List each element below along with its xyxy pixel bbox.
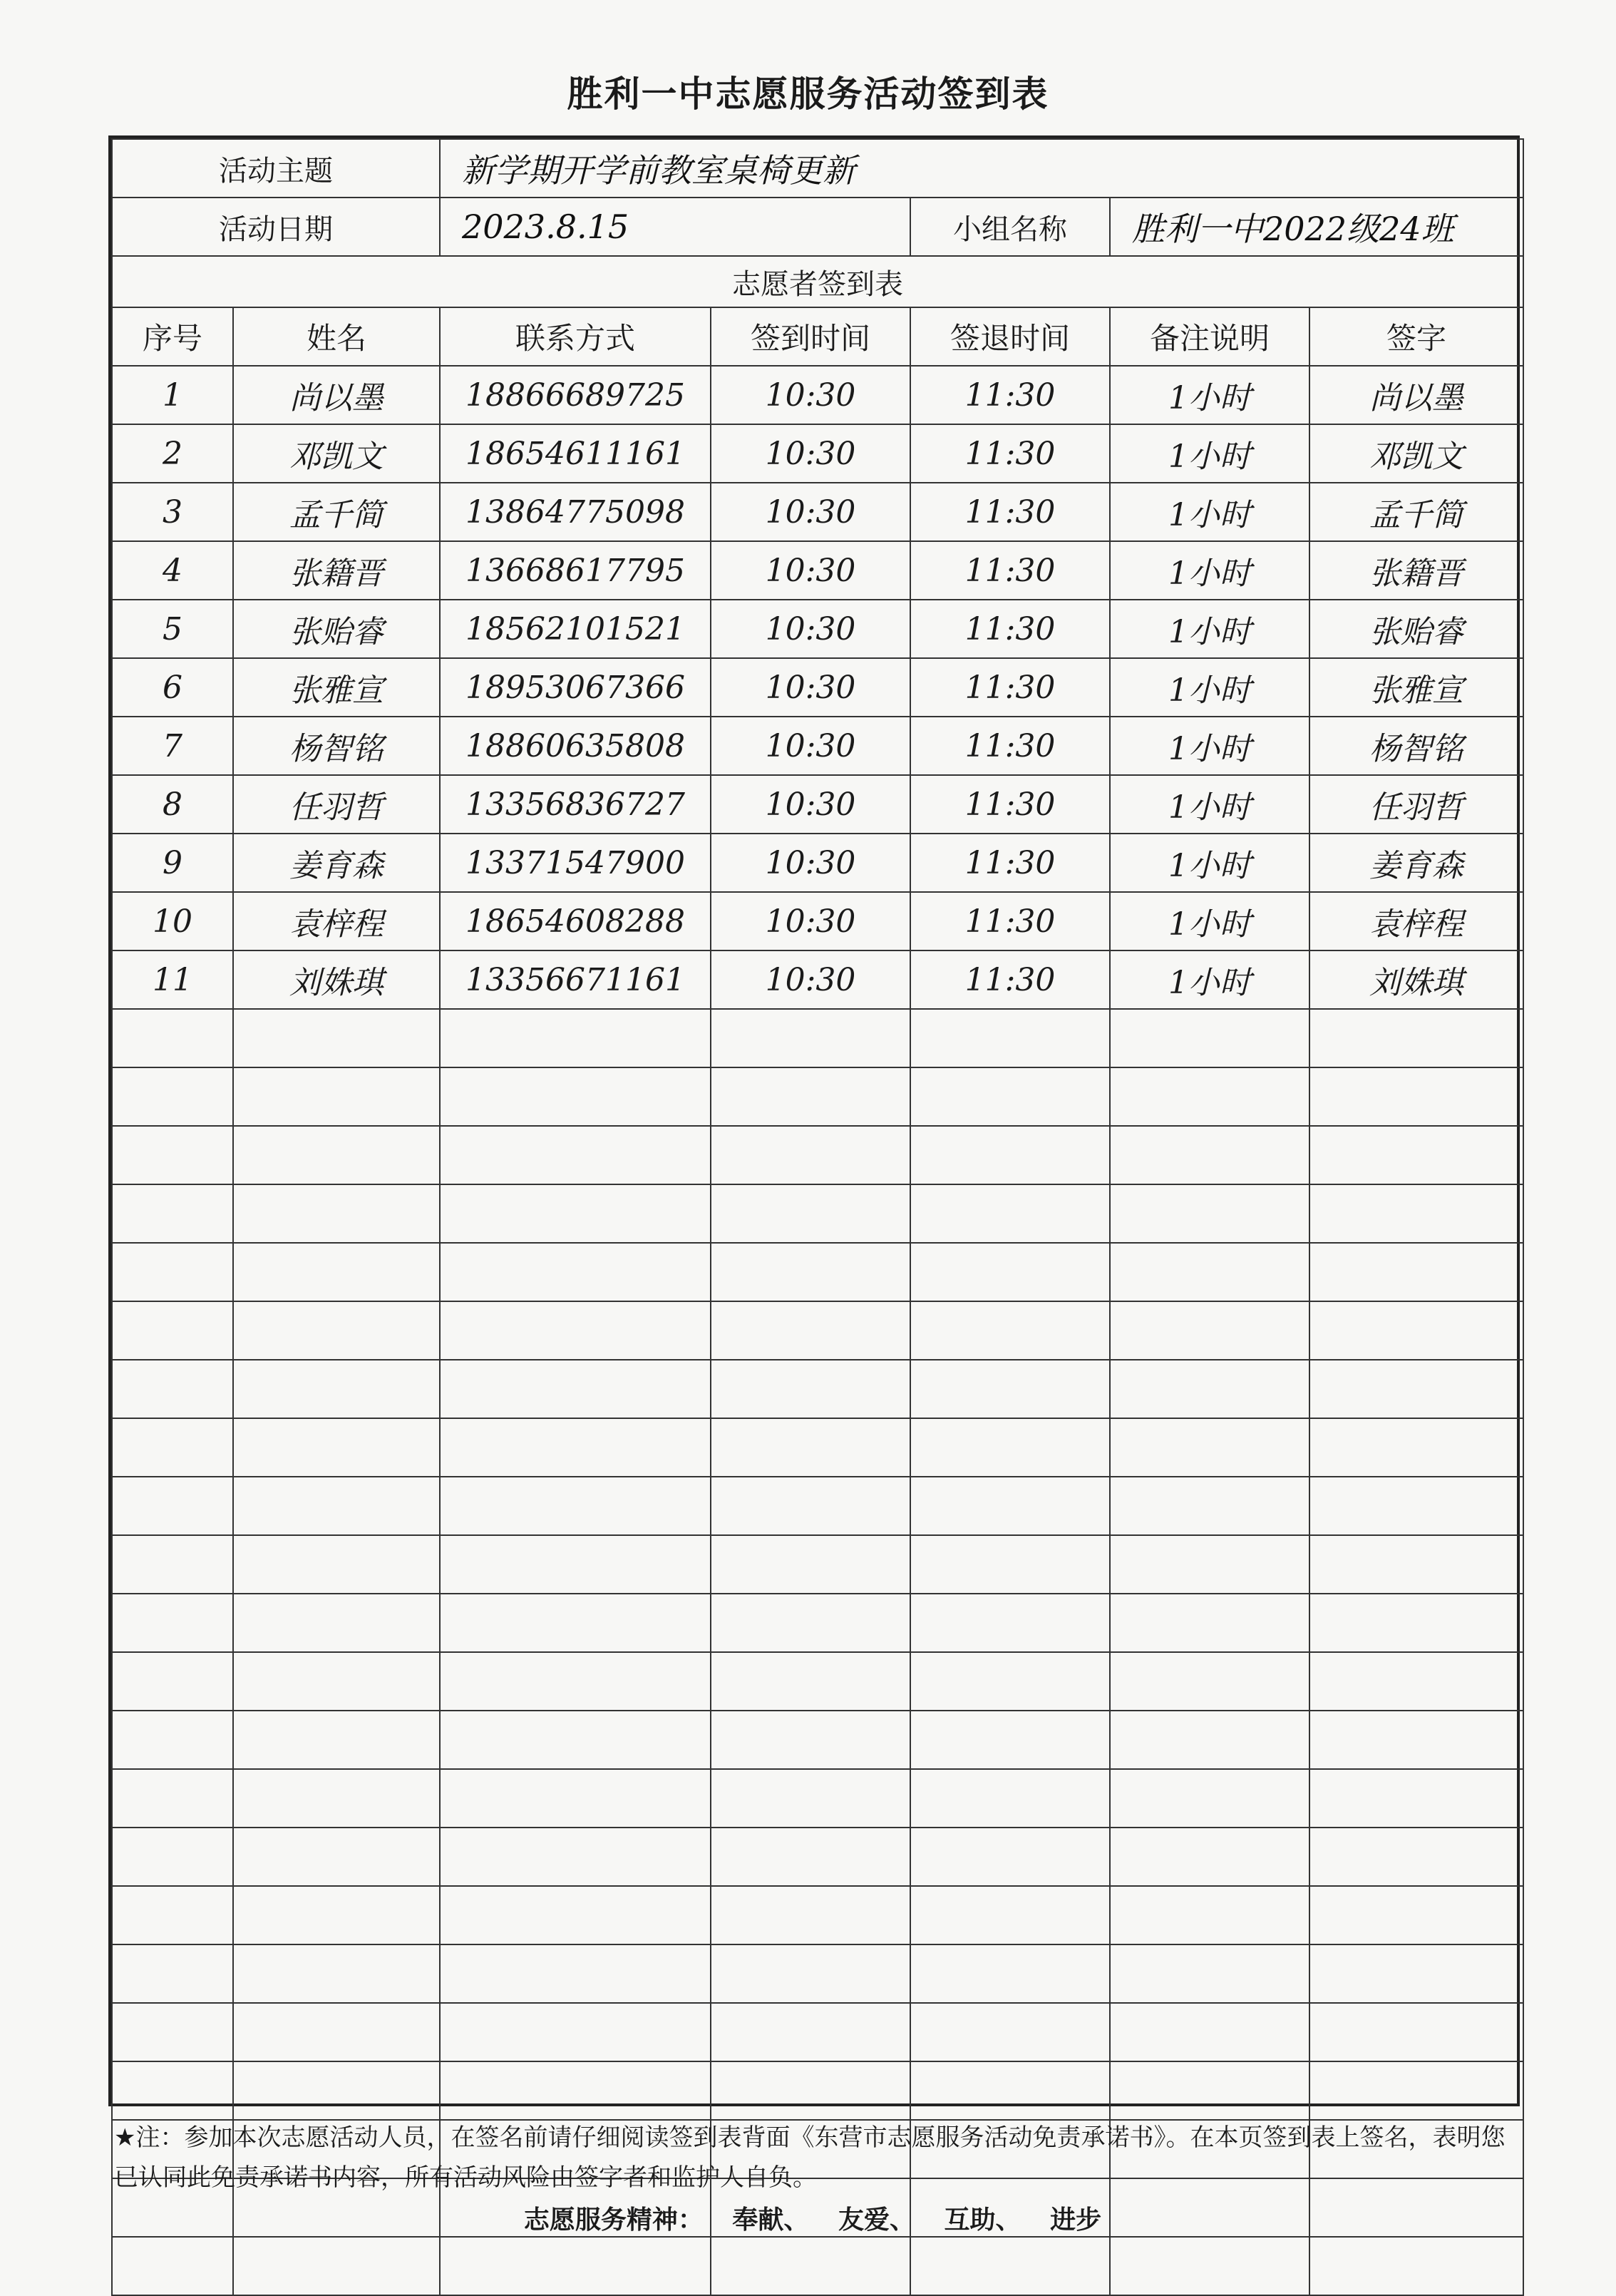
footer xyxy=(114,2118,1511,2240)
empty-cell xyxy=(1309,1711,1523,1769)
cell-name: 孟千简 xyxy=(233,483,440,541)
empty-cell xyxy=(112,1184,233,1243)
cell-name: 张雅宣 xyxy=(233,658,440,717)
empty-cell xyxy=(1309,1301,1523,1360)
empty-cell xyxy=(440,1301,711,1360)
cell-no: 4 xyxy=(112,541,233,600)
empty-cell xyxy=(1309,1418,1523,1477)
cell-checkout: 11:30 xyxy=(910,892,1110,950)
theme-row xyxy=(112,139,1523,198)
cell-note: 1小时 xyxy=(1110,366,1309,424)
cell-sign: 姜育森 xyxy=(1309,834,1523,892)
table-row xyxy=(112,600,1523,658)
empty-row xyxy=(112,1477,1523,1535)
empty-cell xyxy=(112,1243,233,1301)
empty-cell xyxy=(112,1886,233,1944)
empty-cell xyxy=(910,1535,1110,1594)
cell-name: 尚以墨 xyxy=(233,366,440,424)
empty-cell xyxy=(112,1944,233,2003)
cell-checkout: 11:30 xyxy=(910,950,1110,1009)
empty-cell xyxy=(1309,2237,1523,2295)
cell-no: 11 xyxy=(112,950,233,1009)
empty-cell xyxy=(711,1009,910,1067)
empty-cell xyxy=(1309,1067,1523,1126)
empty-cell xyxy=(1309,1184,1523,1243)
cell-phone: 13668617795 xyxy=(440,541,711,600)
empty-row xyxy=(112,2003,1523,2061)
empty-cell xyxy=(233,1360,440,1418)
cell-name: 姜育森 xyxy=(233,834,440,892)
empty-cell xyxy=(1110,1711,1309,1769)
empty-row xyxy=(112,1243,1523,1301)
empty-cell xyxy=(711,1535,910,1594)
empty-cell xyxy=(1309,2061,1523,2120)
cell-name: 张贻睿 xyxy=(233,600,440,658)
empty-cell xyxy=(112,1301,233,1360)
cell-name: 刘姝琪 xyxy=(233,950,440,1009)
empty-cell xyxy=(1110,1126,1309,1184)
empty-cell xyxy=(112,1535,233,1594)
cell-note: 1小时 xyxy=(1110,717,1309,775)
empty-row xyxy=(112,1886,1523,1944)
empty-cell xyxy=(112,1594,233,1652)
empty-cell xyxy=(1309,1009,1523,1067)
empty-cell xyxy=(1110,1477,1309,1535)
spirit-item: 友爱、 xyxy=(838,2205,915,2235)
empty-cell xyxy=(711,2237,910,2295)
table-row xyxy=(112,892,1523,950)
cell-sign: 张雅宣 xyxy=(1309,658,1523,717)
empty-row xyxy=(112,2061,1523,2120)
header-row xyxy=(112,307,1523,366)
empty-cell xyxy=(1110,2061,1309,2120)
empty-cell xyxy=(233,1126,440,1184)
col-header-checkout: 签退时间 xyxy=(910,307,1110,366)
cell-no: 3 xyxy=(112,483,233,541)
empty-cell xyxy=(112,1360,233,1418)
empty-cell xyxy=(711,1067,910,1126)
empty-cell xyxy=(1110,1418,1309,1477)
cell-checkout: 11:30 xyxy=(910,775,1110,834)
empty-row xyxy=(112,1769,1523,1828)
empty-cell xyxy=(1110,1067,1309,1126)
empty-row xyxy=(112,1944,1523,2003)
empty-row xyxy=(112,1711,1523,1769)
empty-cell xyxy=(440,1477,711,1535)
empty-cell xyxy=(711,1769,910,1828)
sign-in-sheet xyxy=(108,135,1520,2106)
empty-cell xyxy=(1309,1769,1523,1828)
empty-cell xyxy=(711,1360,910,1418)
empty-cell xyxy=(112,1067,233,1126)
cell-phone: 18953067366 xyxy=(440,658,711,717)
cell-checkin: 10:30 xyxy=(711,775,910,834)
empty-cell xyxy=(112,1126,233,1184)
empty-cell xyxy=(910,1886,1110,1944)
empty-cell xyxy=(910,1769,1110,1828)
empty-cell xyxy=(233,2061,440,2120)
cell-sign: 刘姝琪 xyxy=(1309,950,1523,1009)
cell-checkout: 11:30 xyxy=(910,717,1110,775)
spirit-item: 进步 xyxy=(1050,2205,1102,2235)
empty-cell xyxy=(112,1828,233,1886)
cell-sign: 张贻睿 xyxy=(1309,600,1523,658)
cell-no: 9 xyxy=(112,834,233,892)
cell-note: 1小时 xyxy=(1110,600,1309,658)
empty-cell xyxy=(233,1477,440,1535)
cell-name: 杨智铭 xyxy=(233,717,440,775)
empty-cell xyxy=(1309,1126,1523,1184)
cell-note: 1小时 xyxy=(1110,892,1309,950)
page-title: 胜利一中志愿服务活动签到表 xyxy=(567,73,1049,115)
cell-checkin: 10:30 xyxy=(711,483,910,541)
cell-phone: 18654611161 xyxy=(440,424,711,483)
empty-cell xyxy=(440,2237,711,2295)
cell-note: 1小时 xyxy=(1110,834,1309,892)
cell-checkout: 11:30 xyxy=(910,541,1110,600)
empty-cell xyxy=(910,1243,1110,1301)
cell-checkin: 10:30 xyxy=(711,834,910,892)
cell-no: 8 xyxy=(112,775,233,834)
cell-note: 1小时 xyxy=(1110,424,1309,483)
empty-row xyxy=(112,2237,1523,2295)
spirit-line xyxy=(114,2200,1511,2240)
cell-checkout: 11:30 xyxy=(910,658,1110,717)
spirit-label: 志愿服务精神： xyxy=(523,2205,704,2235)
cell-name: 邓凯文 xyxy=(233,424,440,483)
empty-cell xyxy=(233,1535,440,1594)
cell-no: 7 xyxy=(112,717,233,775)
col-header-phone: 联系方式 xyxy=(440,307,711,366)
empty-cell xyxy=(910,1944,1110,2003)
cell-no: 6 xyxy=(112,658,233,717)
empty-cell xyxy=(910,1477,1110,1535)
cell-sign: 袁梓程 xyxy=(1309,892,1523,950)
cell-phone: 18562101521 xyxy=(440,600,711,658)
cell-note: 1小时 xyxy=(1110,775,1309,834)
empty-cell xyxy=(1309,1477,1523,1535)
cell-phone: 13356671161 xyxy=(440,950,711,1009)
cell-phone: 18866689725 xyxy=(440,366,711,424)
empty-cell xyxy=(1309,1360,1523,1418)
cell-checkout: 11:30 xyxy=(910,483,1110,541)
cell-sign: 杨智铭 xyxy=(1309,717,1523,775)
empty-cell xyxy=(233,1009,440,1067)
cell-phone: 18860635808 xyxy=(440,717,711,775)
empty-cell xyxy=(112,2237,233,2295)
cell-note: 1小时 xyxy=(1110,541,1309,600)
cell-name: 袁梓程 xyxy=(233,892,440,950)
cell-checkin: 10:30 xyxy=(711,600,910,658)
cell-note: 1小时 xyxy=(1110,950,1309,1009)
empty-cell xyxy=(112,1769,233,1828)
col-header-note: 备注说明 xyxy=(1110,307,1309,366)
group-label: 小组名称 xyxy=(910,198,1110,256)
footer-note: ★注：参加本次志愿活动人员，在签名前请仔细阅读签到表背面《东营市志愿服务活动免责承诺书》。在本页签到表上签名，表明您已认同此免责承诺书内容，所有活动风险由签字者和监护人自负。 xyxy=(114,2123,1506,2192)
table-row xyxy=(112,834,1523,892)
empty-cell xyxy=(233,1184,440,1243)
empty-cell xyxy=(1110,1886,1309,1944)
empty-cell xyxy=(440,1652,711,1711)
table-row xyxy=(112,658,1523,717)
empty-cell xyxy=(440,1009,711,1067)
empty-cell xyxy=(910,1009,1110,1067)
empty-cell xyxy=(1110,2237,1309,2295)
cell-checkin: 10:30 xyxy=(711,892,910,950)
cell-sign: 尚以墨 xyxy=(1309,366,1523,424)
cell-checkout: 11:30 xyxy=(910,366,1110,424)
empty-row xyxy=(112,1828,1523,1886)
cell-checkout: 11:30 xyxy=(910,424,1110,483)
empty-cell xyxy=(440,1360,711,1418)
empty-cell xyxy=(711,2061,910,2120)
empty-cell xyxy=(711,1886,910,1944)
table-row xyxy=(112,775,1523,834)
empty-cell xyxy=(112,1711,233,1769)
empty-cell xyxy=(910,2003,1110,2061)
col-header-sign: 签字 xyxy=(1309,307,1523,366)
empty-cell xyxy=(1110,1828,1309,1886)
table-row xyxy=(112,424,1523,483)
empty-cell xyxy=(910,1360,1110,1418)
empty-cell xyxy=(233,1652,440,1711)
empty-cell xyxy=(711,1944,910,2003)
empty-cell xyxy=(233,1594,440,1652)
empty-cell xyxy=(440,1184,711,1243)
cell-phone: 13371547900 xyxy=(440,834,711,892)
table-row xyxy=(112,366,1523,424)
cell-checkout: 11:30 xyxy=(910,600,1110,658)
empty-cell xyxy=(910,1828,1110,1886)
empty-cell xyxy=(711,1418,910,1477)
cell-checkin: 10:30 xyxy=(711,658,910,717)
empty-cell xyxy=(440,1828,711,1886)
empty-cell xyxy=(1309,1828,1523,1886)
date-value: 2023.8.15 xyxy=(440,198,910,256)
empty-cell xyxy=(1309,1594,1523,1652)
empty-cell xyxy=(910,1067,1110,1126)
theme-value: 新学期开学前教室桌椅更新 xyxy=(440,139,1523,198)
empty-cell xyxy=(1309,1243,1523,1301)
empty-cell xyxy=(711,1711,910,1769)
empty-cell xyxy=(112,2061,233,2120)
empty-row xyxy=(112,1126,1523,1184)
cell-checkin: 10:30 xyxy=(711,950,910,1009)
empty-row xyxy=(112,1184,1523,1243)
empty-cell xyxy=(1110,1535,1309,1594)
empty-cell xyxy=(910,1126,1110,1184)
table-row xyxy=(112,541,1523,600)
cell-checkin: 10:30 xyxy=(711,424,910,483)
empty-cell xyxy=(910,2061,1110,2120)
empty-cell xyxy=(711,1652,910,1711)
empty-cell xyxy=(233,1944,440,2003)
empty-cell xyxy=(711,1301,910,1360)
cell-phone: 18654608288 xyxy=(440,892,711,950)
table-row xyxy=(112,717,1523,775)
empty-cell xyxy=(233,2237,440,2295)
empty-cell xyxy=(440,1067,711,1126)
group-value: 胜利一中2022级24班 xyxy=(1110,198,1523,256)
empty-cell xyxy=(711,1594,910,1652)
empty-cell xyxy=(711,1828,910,1886)
section-row xyxy=(112,256,1523,307)
empty-cell xyxy=(910,1652,1110,1711)
cell-checkin: 10:30 xyxy=(711,541,910,600)
empty-cell xyxy=(440,1944,711,2003)
empty-cell xyxy=(233,1243,440,1301)
cell-note: 1小时 xyxy=(1110,483,1309,541)
table-row xyxy=(112,950,1523,1009)
empty-cell xyxy=(440,1126,711,1184)
empty-cell xyxy=(1309,1652,1523,1711)
empty-cell xyxy=(711,1184,910,1243)
empty-cell xyxy=(112,1009,233,1067)
empty-cell xyxy=(1110,1301,1309,1360)
empty-cell xyxy=(233,1301,440,1360)
empty-cell xyxy=(1110,2003,1309,2061)
empty-cell xyxy=(233,1769,440,1828)
empty-cell xyxy=(1110,1594,1309,1652)
empty-cell xyxy=(1110,1652,1309,1711)
empty-cell xyxy=(1110,1944,1309,2003)
empty-cell xyxy=(233,1886,440,1944)
cell-sign: 邓凯文 xyxy=(1309,424,1523,483)
empty-cell xyxy=(440,1243,711,1301)
empty-cell xyxy=(1110,1009,1309,1067)
empty-cell xyxy=(910,1184,1110,1243)
cell-checkin: 10:30 xyxy=(711,717,910,775)
empty-cell xyxy=(1309,1535,1523,1594)
cell-sign: 任羽哲 xyxy=(1309,775,1523,834)
empty-cell xyxy=(910,1418,1110,1477)
empty-cell xyxy=(1110,1769,1309,1828)
empty-cell xyxy=(1110,1360,1309,1418)
empty-cell xyxy=(440,1418,711,1477)
empty-cell xyxy=(440,2003,711,2061)
cell-checkin: 10:30 xyxy=(711,366,910,424)
empty-cell xyxy=(233,2003,440,2061)
empty-cell xyxy=(910,2237,1110,2295)
empty-cell xyxy=(112,2003,233,2061)
empty-cell xyxy=(440,1886,711,1944)
empty-row xyxy=(112,1418,1523,1477)
empty-cell xyxy=(910,1301,1110,1360)
empty-cell xyxy=(233,1067,440,1126)
empty-cell xyxy=(910,1594,1110,1652)
cell-phone: 13864775098 xyxy=(440,483,711,541)
empty-row xyxy=(112,1535,1523,1594)
empty-cell xyxy=(1110,1184,1309,1243)
date-row xyxy=(112,198,1523,256)
empty-row xyxy=(112,1652,1523,1711)
col-header-name: 姓名 xyxy=(233,307,440,366)
cell-no: 2 xyxy=(112,424,233,483)
empty-cell xyxy=(711,2003,910,2061)
empty-row xyxy=(112,1301,1523,1360)
empty-cell xyxy=(440,2061,711,2120)
section-title: 志愿者签到表 xyxy=(112,256,1523,307)
spirit-item: 奉献、 xyxy=(732,2205,810,2235)
empty-cell xyxy=(440,1711,711,1769)
empty-cell xyxy=(112,1418,233,1477)
cell-name: 任羽哲 xyxy=(233,775,440,834)
date-label: 活动日期 xyxy=(112,198,440,256)
cell-note: 1小时 xyxy=(1110,658,1309,717)
empty-cell xyxy=(1309,1944,1523,2003)
cell-name: 张籍晋 xyxy=(233,541,440,600)
empty-cell xyxy=(112,1652,233,1711)
cell-sign: 张籍晋 xyxy=(1309,541,1523,600)
empty-cell xyxy=(112,1477,233,1535)
empty-row xyxy=(112,1360,1523,1418)
empty-cell xyxy=(711,1126,910,1184)
empty-cell xyxy=(711,1477,910,1535)
empty-cell xyxy=(1110,1243,1309,1301)
empty-cell xyxy=(440,1769,711,1828)
empty-cell xyxy=(233,1828,440,1886)
cell-phone: 13356836727 xyxy=(440,775,711,834)
empty-cell xyxy=(711,1243,910,1301)
empty-cell xyxy=(1309,1886,1523,1944)
empty-cell xyxy=(233,1711,440,1769)
sign-in-table xyxy=(111,138,1524,2296)
empty-cell xyxy=(910,1711,1110,1769)
empty-cell xyxy=(1309,2003,1523,2061)
empty-row xyxy=(112,1594,1523,1652)
empty-row xyxy=(112,1009,1523,1067)
cell-no: 10 xyxy=(112,892,233,950)
cell-no: 5 xyxy=(112,600,233,658)
spirit-item: 互助、 xyxy=(944,2205,1021,2235)
cell-no: 1 xyxy=(112,366,233,424)
col-header-checkin: 签到时间 xyxy=(711,307,910,366)
empty-cell xyxy=(440,1535,711,1594)
volunteer-rows xyxy=(112,366,1523,2295)
col-header-no: 序号 xyxy=(112,307,233,366)
cell-sign: 孟千简 xyxy=(1309,483,1523,541)
theme-label: 活动主题 xyxy=(112,139,440,198)
cell-checkout: 11:30 xyxy=(910,834,1110,892)
table-row xyxy=(112,483,1523,541)
empty-row xyxy=(112,1067,1523,1126)
empty-cell xyxy=(233,1418,440,1477)
empty-cell xyxy=(440,1594,711,1652)
